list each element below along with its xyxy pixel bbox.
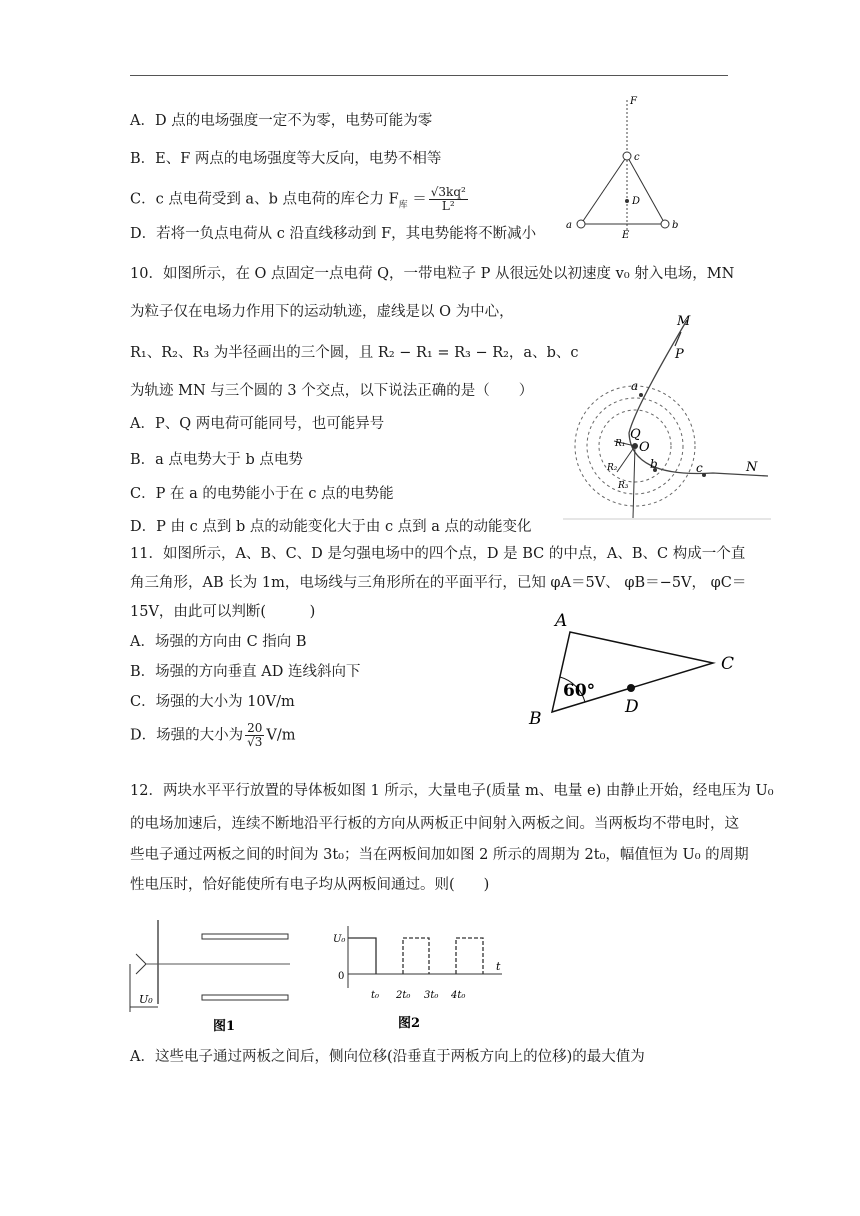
upper-plate [202,934,288,939]
q9-option-b: B．E、F 两点的电场强度等大反向，电势不相等 [130,151,442,167]
q10-stem-line1: 10．如图所示，在 O 点固定一点电荷 Q，一带电粒子 P 从很远处以初速度 v₀ 射入电场，MN [130,266,735,282]
charge-a [577,220,585,228]
q12-stem-line1: 12．两块水平平行放置的导体板如图 1 所示，大量电子(质量 m、电量 e) 由静止开始，经电压为 U₀ [130,783,774,799]
q9-option-c: C．c 点电荷受到 a、b 点电荷的库仑力 $F_库$ ＝ $\frac{\text{√3kq²}}{\text{L²}}$ [130,185,466,213]
label-R1: R₁ [615,439,626,449]
tick-t0: t₀ [371,990,380,1001]
label-F: F [630,96,637,107]
q12-figure-1 [128,912,298,1037]
t-axis-label: t [496,960,501,973]
q10-option-a: A．P、Q 两电荷可能同号，也可能异号 [130,416,385,432]
triangle-side-right [627,156,665,224]
label-M: M [677,314,691,329]
q11-option-a: A．场强的方向由 C 指向 B [130,634,307,650]
u0-tick: U₀ [333,934,346,945]
q10-option-b: B．a 点电势大于 b 点电势 [130,452,303,468]
gun-upper [136,954,146,964]
point-a [639,393,643,397]
charge-c [623,152,631,160]
label-A: A [555,611,568,631]
angle-label: 60° [563,681,596,701]
q11-option-b: B．场强的方向垂直 AD 连线斜向下 [130,664,361,680]
q11-stem-line1: 11．如图所示，A、B、C、D 是匀强电场中的四个点，D 是 BC 的中点，A、B、C 构成一个直 [130,546,746,562]
header-rule [130,75,728,76]
u0-label: U₀ [139,993,153,1006]
label-P: P [675,347,684,362]
tick-4t0: 4t₀ [451,990,466,1001]
trajectory-mn [629,320,768,476]
q11-stem-line3: 15V，由此可以判断( ) [130,604,316,620]
q12-figure-2 [330,918,510,1033]
label-a: a [566,220,572,231]
charge-b [661,220,669,228]
lower-plate [202,995,288,1000]
q11-option-c: C．场强的大小为 10V/m [130,694,295,710]
q11-option-d: D．场强的大小为 $\frac{20}{√3}$ V/m [130,721,296,749]
label-D: D [632,196,641,207]
q9-option-d: D．若将一负点电荷从 c 沿直线移动到 F，其电势能将不断减小 [130,226,537,242]
label-b: b [672,220,679,231]
q9-triangle-figure [560,90,700,240]
label-b: b [650,457,658,471]
q10-orbit-figure [563,308,773,523]
label-E: E [622,230,630,240]
q10-option-c: C．P 在 a 的电势能小于在 c 点的电势能 [130,486,394,502]
label-Q: Q [630,427,641,442]
q12-stem-line4: 性电压时，恰好能使所有电子均从两板间通过。则( ) [130,877,490,893]
label-R3: R₃ [618,481,629,491]
q12-stem-line2: 的电场加速后，连续不断地沿平行板的方向从两板正中间射入两板之间。当两板均不带电时，这 [130,816,739,832]
q10-option-d: D．P 由 c 点到 b 点的动能变化大于由 c 点到 a 点的动能变化 [130,519,532,535]
q10-stem-line4: 为轨迹 MN 与三个圆的 3 个交点，以下说法正确的是（ ） [130,383,534,399]
label-D: D [625,697,639,717]
tick-3t0: 3t₀ [424,990,439,1001]
pulse-1 [348,938,376,974]
label-O: O [639,440,650,455]
label-a: a [631,379,639,393]
pulse-3 [456,938,483,974]
triangle-side-left [581,156,627,224]
label-c: c [634,152,640,163]
q12-option-a: A．这些电子通过两板之间后，侧向位移(沿垂直于两板方向上的位移)的最大值为 [130,1049,645,1065]
label-c: c [696,461,703,475]
q10-stem-line2: 为粒子仅在电场力作用下的运动轨迹，虚线是以 O 为中心， [130,304,514,320]
label-N: N [746,460,758,475]
q10-stem-line3: R₁、R₂、R₃ 为半径画出的三个圆，且 R₂ − R₁ = R₃ − R₂，a、b、c [130,345,579,361]
figure-1-caption: 图1 [213,1019,236,1034]
point-d [625,199,629,203]
radius-r2 [617,446,635,472]
figure-2-caption: 图2 [398,1016,421,1031]
q11-triangle-figure [525,608,745,738]
label-B: B [529,709,542,729]
q11-stem-line2: 角三角形，AB 长为 1m，电场线与三角形所在的平面平行，已知 φA＝5V、 φB＝−5V， φC＝ [130,575,747,591]
pulse-2 [403,938,429,974]
q9-option-a: A．D 点的电场强度一定不为零，电势可能为零 [130,113,433,129]
label-C: C [721,654,735,674]
label-R2: R₂ [607,463,618,473]
q12-stem-line3: 些电子通过两板之间的时间为 3t₀；当在两板间加如图 2 所示的周期为 2t₀，幅值恒为 U₀ 的周期 [130,847,749,863]
gun-lower [136,964,146,974]
point-d [627,684,635,692]
zero-tick: 0 [338,971,345,982]
tick-2t0: 2t₀ [396,990,411,1001]
